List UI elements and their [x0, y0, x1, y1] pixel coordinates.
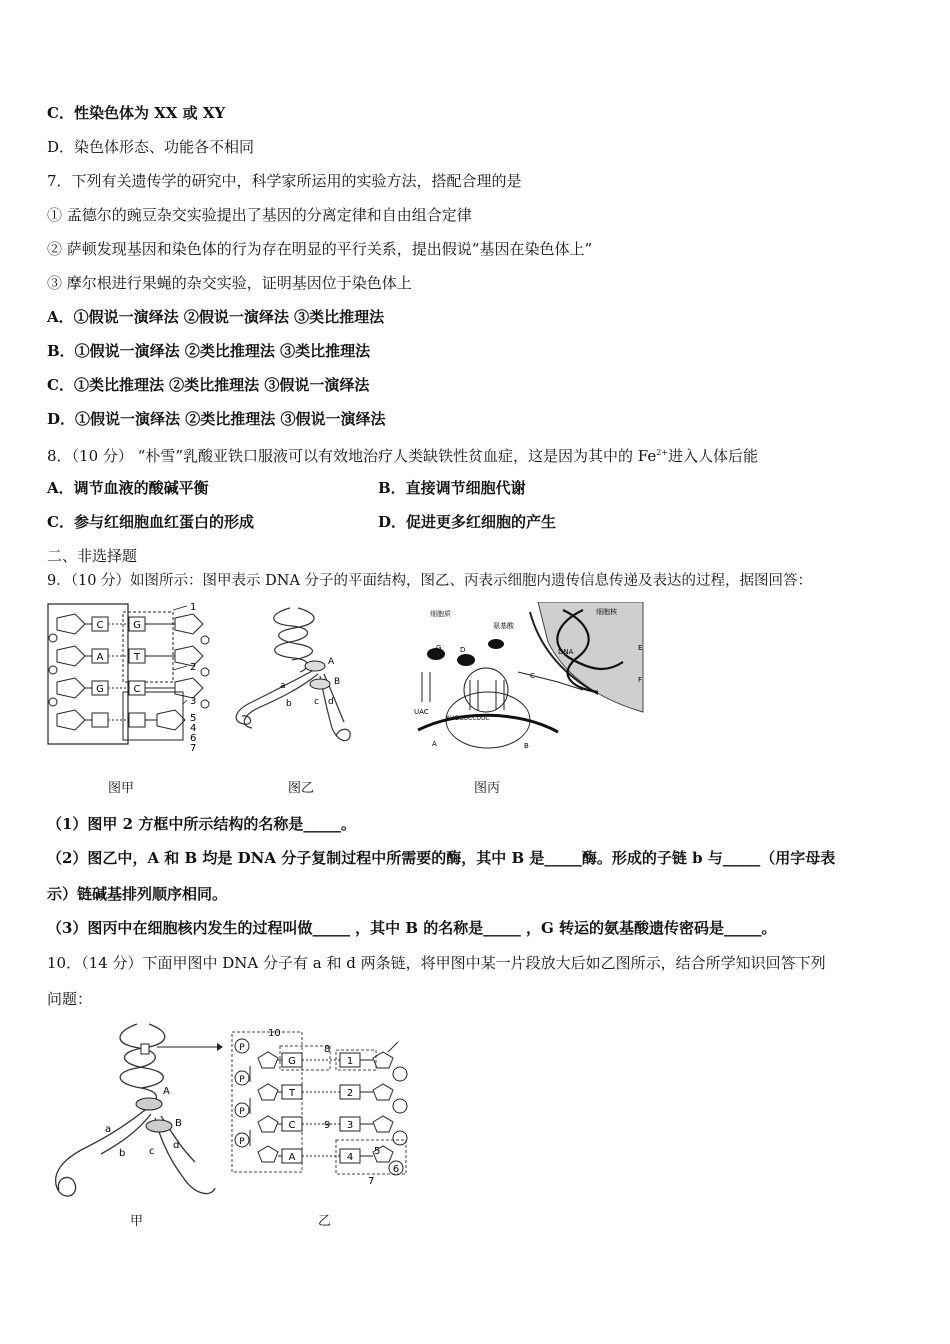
q9-jia-base-label: T: [133, 652, 141, 663]
q9-yi-label: c: [314, 697, 319, 707]
q9-jia-sugar-8: [157, 710, 185, 730]
q10-yi-strand-end: [388, 1042, 398, 1052]
q9-figure-jia: [45, 600, 220, 760]
q10-yi-base-label: A: [288, 1152, 296, 1163]
q7-option-a: A．①假说一演绎法 ②假说一演绎法 ③类比推理法: [47, 308, 385, 326]
q7-option-c: C．①类比推理法 ②类比推理法 ③假说一演绎法: [47, 376, 370, 394]
q8-option-d: D．促进更多红细胞的产生: [378, 513, 557, 531]
q8-option-c: C．参与红细胞血红蛋白的形成: [47, 513, 254, 531]
q9-jia-sugar-7: [175, 678, 203, 698]
q7-statement-3: ③ 摩尔根进行果蝇的杂交实验，证明基因位于染色体上: [47, 274, 412, 292]
q10-yi-sugar: [258, 1116, 278, 1132]
q9-bing-label: G: [436, 644, 442, 652]
q7-option-d: D．①假说一演绎法 ②类比推理法 ③假说一演绎法: [47, 410, 386, 428]
q7-statement-2: ② 萨顿发现基因和染色体的行为存在明显的平行关系，提出假说“基因在染色体上”: [47, 240, 593, 258]
q9-jia-leader: [173, 666, 187, 670]
q10-yi-phosphate: [393, 1067, 407, 1081]
q9-fig-yi-caption: 图乙: [288, 781, 315, 796]
q10-yi-number: 8: [324, 1044, 331, 1055]
q10-yi-sugar: [373, 1084, 393, 1100]
q10-yi-p-label: P: [239, 1075, 245, 1085]
q6-option-d: D．染色体形态、功能各不相同: [47, 138, 255, 156]
q9-jia-number: 3: [190, 696, 197, 707]
q9-fig-jia-caption: 图甲: [108, 781, 135, 796]
q9-jia-sugar-5: [175, 614, 203, 634]
q9-part-3: （3）图丙中在细胞核内发生的过程叫做_____ ，其中 B 的名称是_____ ，G 转运的氨基酸遗传密码是_____。: [47, 919, 777, 937]
q10-arrow: [155, 1040, 225, 1054]
q10-jia-label: B: [175, 1118, 182, 1129]
q9-jia-base-label: G: [133, 620, 141, 631]
q10-yi-sugar: [258, 1146, 278, 1162]
q9-bing-amino-acid: [457, 654, 475, 666]
q7-stem: 7．下列有关遗传学的研究中，科学家所运用的实验方法，搭配合理的是: [47, 172, 522, 190]
q9-yi-label: B: [334, 677, 341, 687]
q9-bing-trna: [422, 672, 430, 702]
q10-yi-number: 5: [374, 1146, 381, 1157]
q10-fig-yi-caption: 乙: [318, 1214, 332, 1229]
q9-jia-number: 5: [190, 713, 197, 724]
q10-yi-number: 10: [268, 1028, 281, 1039]
q10-figure-yi: [228, 1022, 413, 1187]
q10-yi-number: 3: [346, 1120, 354, 1131]
q9-bing-label: E: [638, 644, 643, 652]
q9-jia-number: 6: [190, 733, 197, 744]
q10-yi-p-label: P: [239, 1137, 245, 1147]
q10-yi-phosphate: [393, 1131, 407, 1145]
q9-jia-phosphate: [201, 636, 209, 644]
q8-stem-tail: 进入人体后能: [668, 447, 759, 465]
q9-jia-left-strand-box: [48, 604, 128, 744]
q9-jia-base-7: [92, 713, 108, 727]
q8-stem-text: 8．（10 分） “朴雪”乳酸亚铁口服液可以有效地治疗人类缺铁性贫血症，这是因为其中的 Fe: [47, 447, 657, 465]
q9-jia-phosphate: [49, 666, 57, 674]
q9-bing-trna: [470, 680, 478, 710]
q9-jia-phosphate: [49, 634, 57, 642]
q10-yi-number: 1: [346, 1056, 354, 1067]
q10-jia-helix: [120, 1024, 157, 1106]
q10-yi-base-label: C: [288, 1120, 296, 1131]
q8-stem-superscript: 2+: [656, 448, 669, 457]
q10-yi-sugar: [258, 1084, 278, 1100]
q10-jia-helix: [124, 1024, 164, 1088]
q9-fig-bing-caption: 图丙: [474, 781, 501, 796]
q7-statement-1: ① 孟德尔的豌豆杂交实验提出了基因的分离定律和自由组合定律: [47, 206, 472, 224]
q9-bing-label: DNA: [558, 648, 574, 656]
q10-yi-phosphate: [393, 1099, 407, 1113]
q9-bing-ribosome-small: [464, 668, 508, 712]
q9-jia-number: 4: [190, 723, 197, 734]
q9-yi-label: d: [328, 697, 334, 707]
q9-bing-label: D: [460, 646, 466, 654]
q9-bing-label: 氨基酸: [493, 622, 514, 630]
q9-jia-sugar-6: [175, 646, 203, 666]
q9-yi-label: a: [280, 681, 286, 691]
q9-bing-trna: [496, 680, 504, 710]
q9-jia-base-label: A: [96, 652, 104, 663]
q10-jia-label: c: [149, 1146, 155, 1157]
q9-bing-amino-acid: [488, 639, 504, 649]
q9-yi-helix: [279, 608, 314, 660]
q9-jia-sugar-2: [57, 646, 85, 666]
q9-figure-yi: [228, 604, 358, 754]
q9-yi-helix: [274, 608, 308, 672]
q10-jia-segment-box: [141, 1044, 149, 1054]
q10-yi-number: 9: [324, 1120, 331, 1131]
q10-yi-base-label: T: [288, 1088, 296, 1099]
q9-yi-label: A: [328, 657, 335, 667]
q9-jia-number: 7: [190, 743, 197, 754]
q8-stem: [47, 443, 758, 466]
q10-stem-line-1: [47, 953, 826, 973]
q9-bing-label: A: [432, 740, 437, 748]
q9-part-2-line-2: 示）链碱基排列顺序相同。: [47, 885, 228, 903]
q9-bing-label: UAC: [414, 708, 429, 716]
q10-jia-label: b: [119, 1148, 126, 1159]
q9-bing-label: C: [530, 672, 535, 680]
q10-yi-number: 4: [346, 1152, 354, 1163]
q10-stem-line-2: 问题：: [47, 990, 93, 1008]
q9-bing-label: 细胞质: [430, 610, 451, 618]
q9-jia-leader: [173, 606, 187, 610]
q9-jia-number: 2: [190, 662, 197, 673]
q9-bing-label: F: [638, 676, 643, 684]
q9-jia-base-label: G: [96, 684, 104, 695]
q10-arrow-head: [217, 1043, 223, 1051]
q10-jia-label: a: [105, 1124, 112, 1135]
q10-fig-jia-caption: 甲: [130, 1214, 144, 1229]
q10-jia-enzyme-a: [136, 1098, 162, 1110]
q8-option-a: A．调节血液的酸碱平衡: [47, 479, 209, 497]
q9-yi-label: b: [286, 699, 292, 709]
q10-yi-number: 7: [368, 1176, 375, 1187]
q9-jia-sugar-4: [57, 710, 85, 730]
q9-jia-phosphate: [201, 668, 209, 676]
q9-jia-leader: [183, 700, 187, 704]
q10-yi-p-label: P: [239, 1107, 245, 1117]
q9-jia-base-label: C: [133, 684, 141, 695]
q9-stem: 9．（10 分）如图所示：图甲表示 DNA 分子的平面结构，图乙、丙表示细胞内遗传信息传递及表达的过程，据图回答：: [47, 573, 813, 589]
q10-yi-base-label: G: [288, 1056, 296, 1067]
q10-jia-enzyme-b: [146, 1120, 172, 1132]
q9-bing-label: AUGGUCCUUC: [446, 715, 490, 722]
q10-jia-strand-a: [56, 1110, 145, 1196]
q8-option-b: B．直接调节细胞代谢: [378, 479, 526, 497]
q9-bing-label: 细胞核: [596, 608, 617, 616]
q9-jia-sugar-3: [57, 678, 85, 698]
q9-yi-enzyme-b: [310, 679, 330, 689]
q10-yi-number: 2: [346, 1088, 354, 1099]
q9-jia-base-8: [129, 713, 145, 727]
q10-yi-sugar: [258, 1052, 278, 1068]
q10-stem-text: 10．（14 分）下面甲图中 DNA 分子有 a 和 d 两条链，将甲图中某一片段放大后如乙图所示，结合所学知识回答下列: [47, 954, 826, 972]
q10-yi-sugar: [373, 1116, 393, 1132]
q6-option-c: C．性染色体为 XX 或 XY: [47, 104, 226, 122]
q9-jia-phosphate: [49, 698, 57, 706]
q9-part-2-line-1: （2）图乙中，A 和 B 均是 DNA 分子复制过程中所需要的酶，其中 B 是_____酶。形成的子链 b 与_____（用字母表: [47, 849, 836, 867]
q9-jia-sugar-1: [57, 614, 85, 634]
q9-bing-label: B: [524, 742, 529, 750]
q9-yi-enzyme-a: [305, 661, 325, 671]
q9-jia-base-label: C: [96, 620, 104, 631]
q9-part-1: （1）图甲 2 方框中所示结构的名称是_____。: [47, 815, 356, 833]
q10-yi-p-label: P: [239, 1043, 245, 1053]
q9-jia-number: 1: [190, 602, 197, 613]
q10-jia-label: d: [173, 1140, 180, 1151]
q9-figure-bing: [408, 602, 648, 760]
q10-yi-number: 6: [392, 1164, 400, 1175]
q9-yi-strand-a: [236, 670, 314, 724]
q7-option-b: B．①假说一演绎法 ②类比推理法 ③类比推理法: [47, 342, 371, 360]
q10-jia-label: A: [163, 1086, 170, 1097]
q9-jia-phosphate: [201, 700, 209, 708]
section-heading: 二、非选择题: [47, 547, 138, 565]
